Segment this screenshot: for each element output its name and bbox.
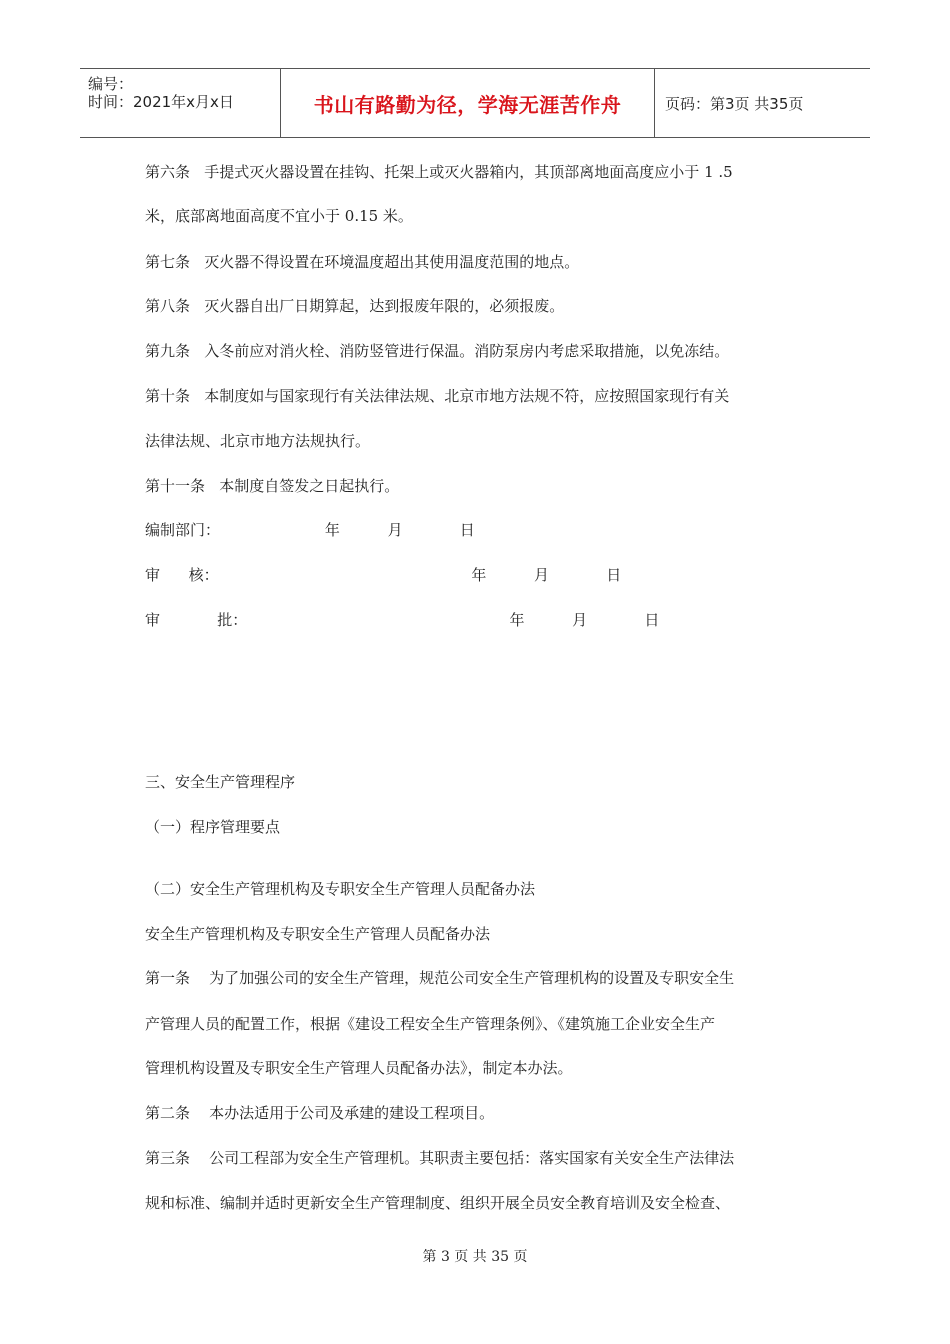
body-line: 法律法规、北京市地方法规执行。 <box>145 432 371 450</box>
body-line: 第二条 本办法适用于公司及承建的建设工程项目。 <box>145 1104 495 1122</box>
header-info-cell <box>80 69 281 137</box>
body-line: 第七条 灭火器不得设置在环境温度超出其使用温度范围的地点。 <box>145 253 580 271</box>
body-line: 第一条 为了加强公司的安全生产管理，规范公司安全生产管理机构的设置及专职安全生 <box>145 969 735 987</box>
header-motto: 书山有路勤为径，学海无涯苦作舟 <box>313 92 622 117</box>
header-motto-cell <box>281 69 655 137</box>
document-time-label: 时间：2021年x月x日 <box>88 93 234 111</box>
signature-line-reviewer: 审 核： 年 月 日 <box>145 566 622 584</box>
signature-line-editor: 编制部门： 年 月 日 <box>145 521 475 539</box>
page-footer: 第 3 页 共 35 页 <box>422 1249 528 1265</box>
body-line: 安全生产管理机构及专职安全生产管理人员配备办法 <box>145 925 491 943</box>
body-line: 第十一条 本制度自签发之日起执行。 <box>145 477 400 495</box>
body-line: 产管理人员的配置工作，根据《建设工程安全生产管理条例》、《建筑施工企业安全生产 <box>145 1015 716 1033</box>
body-line: 管理机构设置及专职安全生产管理人员配备办法》，制定本办法。 <box>145 1059 573 1077</box>
body-line: 米，底部离地面高度不宜小于 0.15 米。 <box>145 207 413 225</box>
body-line: 第八条 灭火器自出厂日期算起，达到报废年限的，必须报废。 <box>145 297 565 315</box>
section-heading: 三、安全生产管理程序 <box>145 773 296 791</box>
body-line: 第六条 手提式灭火器设置在挂钩、托架上或灭火器箱内，其顶部离地面高度应小于 1 .5 <box>145 163 733 181</box>
body-line: 第十条 本制度如与国家现行有关法律法规、北京市地方法规不符，应按照国家现行有关 <box>145 387 730 405</box>
signature-line-approver: 审 批： 年 月 日 <box>145 611 660 629</box>
body-line: 第三条 公司工程部为安全生产管理机。其职责主要包括：落实国家有关安全生产法律法 <box>145 1149 735 1167</box>
header-page-number: 页码：第3页 共35页 <box>665 94 804 113</box>
body-line: 第九条 入冬前应对消火栓、消防竖管进行保温。消防泵房内考虑采取措施，以免冻结。 <box>145 342 730 360</box>
page-header <box>80 68 870 138</box>
header-page-cell <box>655 69 870 137</box>
subsection-heading: （二）安全生产管理机构及专职安全生产管理人员配备办法 <box>145 880 536 898</box>
body-line: 规和标准、编制并适时更新安全生产管理制度、组织开展全员安全教育培训及安全检查、 <box>145 1194 731 1212</box>
document-code-label: 编号： <box>88 75 134 93</box>
subsection-heading: （一）程序管理要点 <box>145 818 281 836</box>
